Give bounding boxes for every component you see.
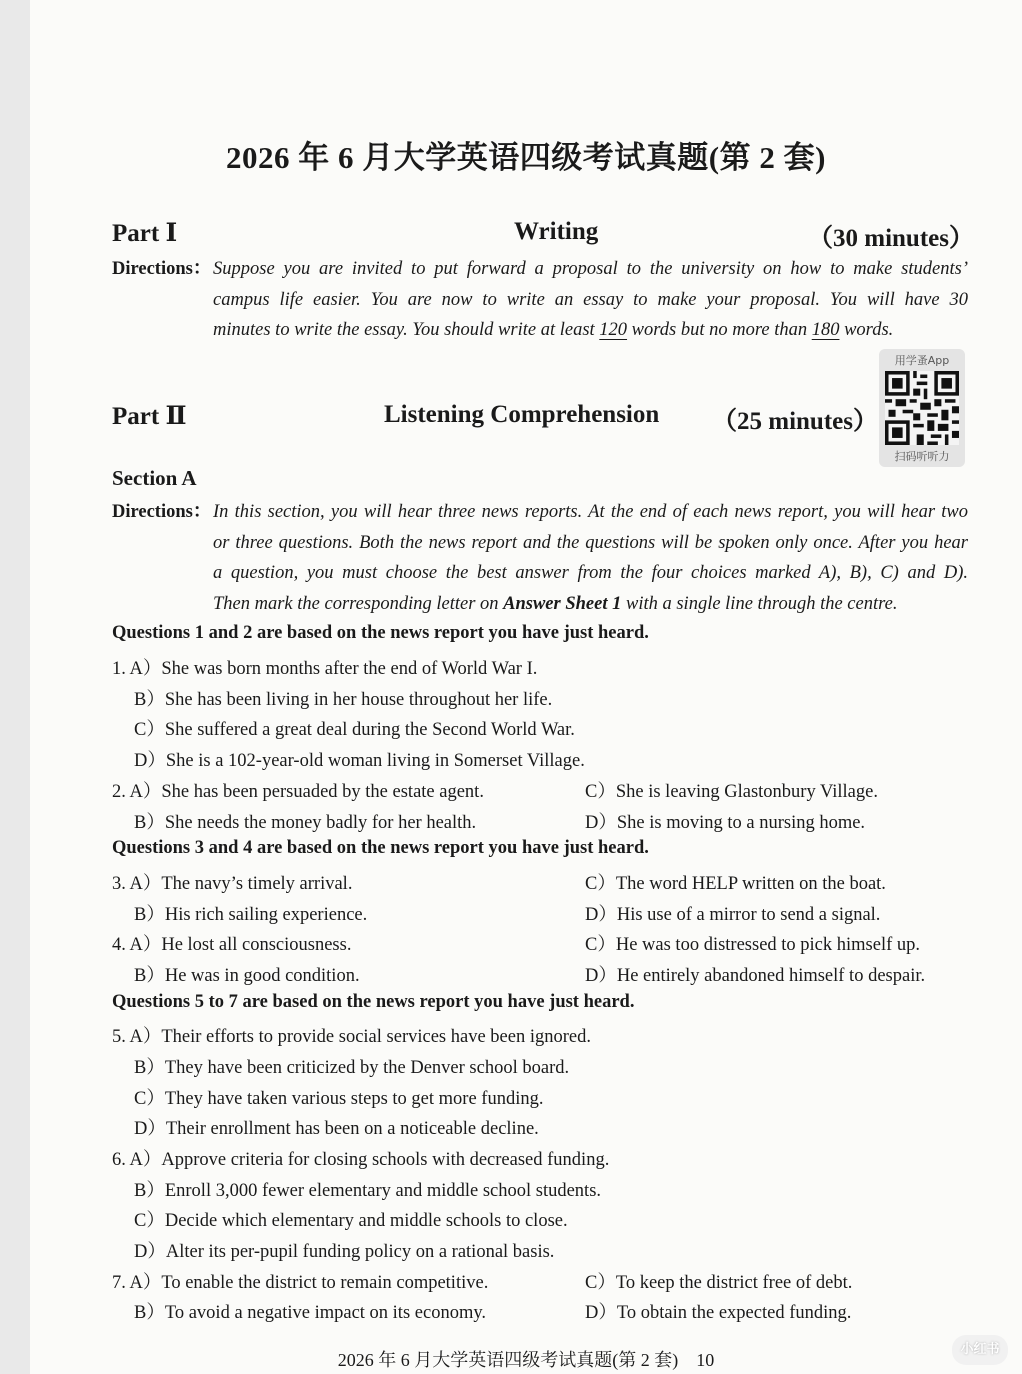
option-6a: 6. A）Approve criteria for closing schools with decreased funding.: [112, 1150, 610, 1170]
option-1d: D）She is a 102-year-old woman living in Somerset Village.: [134, 751, 585, 771]
option-5d: D）Their enrollment has been on a noticeable decline.: [134, 1119, 539, 1139]
option-2a: 2. A）She has been persuaded by the estate agent.: [112, 782, 484, 802]
option-2b: B）She needs the money badly for her health.: [134, 813, 477, 833]
option-7b: B）To avoid a negative impact on its economy.: [134, 1303, 487, 1323]
max-words: 180: [811, 320, 840, 341]
qr-top-label: 用学蚤App: [894, 354, 950, 367]
page-title: 2026 年 6 月大学英语四级考试真题(第 2 套): [226, 140, 826, 175]
part2-label: Part Ⅱ: [112, 403, 187, 430]
option-5b: B）They have been criticized by the Denver school board.: [134, 1058, 570, 1078]
option-6d: D）Alter its per-pupil funding policy on a rational basis.: [134, 1242, 555, 1262]
directions-line: Suppose you are invited to put forward a proposal to the university on how to make students’: [213, 259, 968, 279]
section-a-directions: [112, 497, 968, 619]
part2-time: （25 minutes）: [712, 408, 878, 435]
option-4d: D）He entirely abandoned himself to despair.: [585, 966, 926, 986]
option-1a: 1. A）She was born months after the end of World War I.: [112, 659, 538, 679]
question-group-heading: Questions 3 and 4 are based on the news report you have just heard.: [112, 838, 649, 858]
watermark-logo: 小红书: [952, 1335, 1008, 1365]
option-1c: C）She suffered a great deal during the Second World War.: [134, 720, 575, 740]
part2-name: Listening Comprehension: [384, 401, 660, 428]
directions-line: Then mark the corresponding letter on Answer Sheet 1 with a single line through the centre.: [213, 593, 898, 614]
directions-line: campus life easier. You are now to write an essay to make your proposal. You will have 30: [213, 289, 968, 310]
option-3c: C）The word HELP written on the boat.: [585, 874, 886, 894]
directions-line: or three questions. Both the news report and the questions will be spoken only once. After you hear: [213, 532, 968, 553]
option-3a: 3. A）The navy’s timely arrival.: [112, 874, 353, 894]
option-2c: C）She is leaving Glastonbury Village.: [585, 782, 878, 802]
option-4b: B）He was in good condition.: [134, 966, 360, 986]
qr-bottom-label: 扫码听听力: [894, 450, 950, 463]
option-7c: C）To keep the district free of debt.: [585, 1273, 853, 1293]
option-5a: 5. A）Their efforts to provide social services have been ignored.: [112, 1027, 591, 1047]
question-group-heading: Questions 1 and 2 are based on the news report you have just heard.: [112, 623, 649, 643]
directions-line: minutes to write the essay. You should write at least 120 words but no more than 180 words.: [213, 320, 894, 341]
option-6b: B）Enroll 3,000 fewer elementary and middle school students.: [134, 1181, 602, 1201]
option-4c: C）He was too distressed to pick himself up.: [585, 935, 921, 955]
part1-label: Part Ⅰ: [112, 220, 178, 247]
option-2d: D）She is moving to a nursing home.: [585, 813, 866, 833]
question-group-heading: Questions 5 to 7 are based on the news report you have just heard.: [112, 992, 635, 1012]
option-3d: D）His use of a mirror to send a signal.: [585, 905, 881, 925]
part1-name: Writing: [514, 218, 599, 245]
section-a-heading: Section A: [112, 466, 197, 490]
part1-header: [112, 218, 974, 254]
exam-page: [30, 0, 1022, 1374]
option-5c: C）They have taken various steps to get more funding.: [134, 1089, 544, 1109]
option-6c: C）Decide which elementary and middle schools to close.: [134, 1211, 568, 1231]
directions-label: Directions：: [112, 502, 212, 522]
part1-time: （30 minutes）: [808, 225, 974, 252]
directions-line: In this section, you will hear three news reports. At the end of each news report, you will hear two: [213, 502, 968, 522]
part1-directions: [112, 254, 968, 346]
option-1b: B）She has been living in her house throughout her life.: [134, 690, 553, 710]
directions-line: a question, you must choose the best answer from the four choices marked A), B), C) and D).: [213, 563, 968, 584]
option-3b: B）His rich sailing experience.: [134, 905, 368, 925]
page-footer: 2026 年 6 月大学英语四级考试真题(第 2 套) 10: [337, 1350, 715, 1370]
option-4a: 4. A）He lost all consciousness.: [112, 935, 352, 955]
answer-sheet-ref: Answer Sheet 1: [503, 593, 622, 614]
option-7a: 7. A）To enable the district to remain competitive.: [112, 1273, 489, 1293]
directions-label: Directions：: [112, 259, 212, 279]
min-words: 120: [599, 320, 628, 341]
part2-header: [112, 401, 964, 437]
option-7d: D）To obtain the expected funding.: [585, 1303, 852, 1323]
